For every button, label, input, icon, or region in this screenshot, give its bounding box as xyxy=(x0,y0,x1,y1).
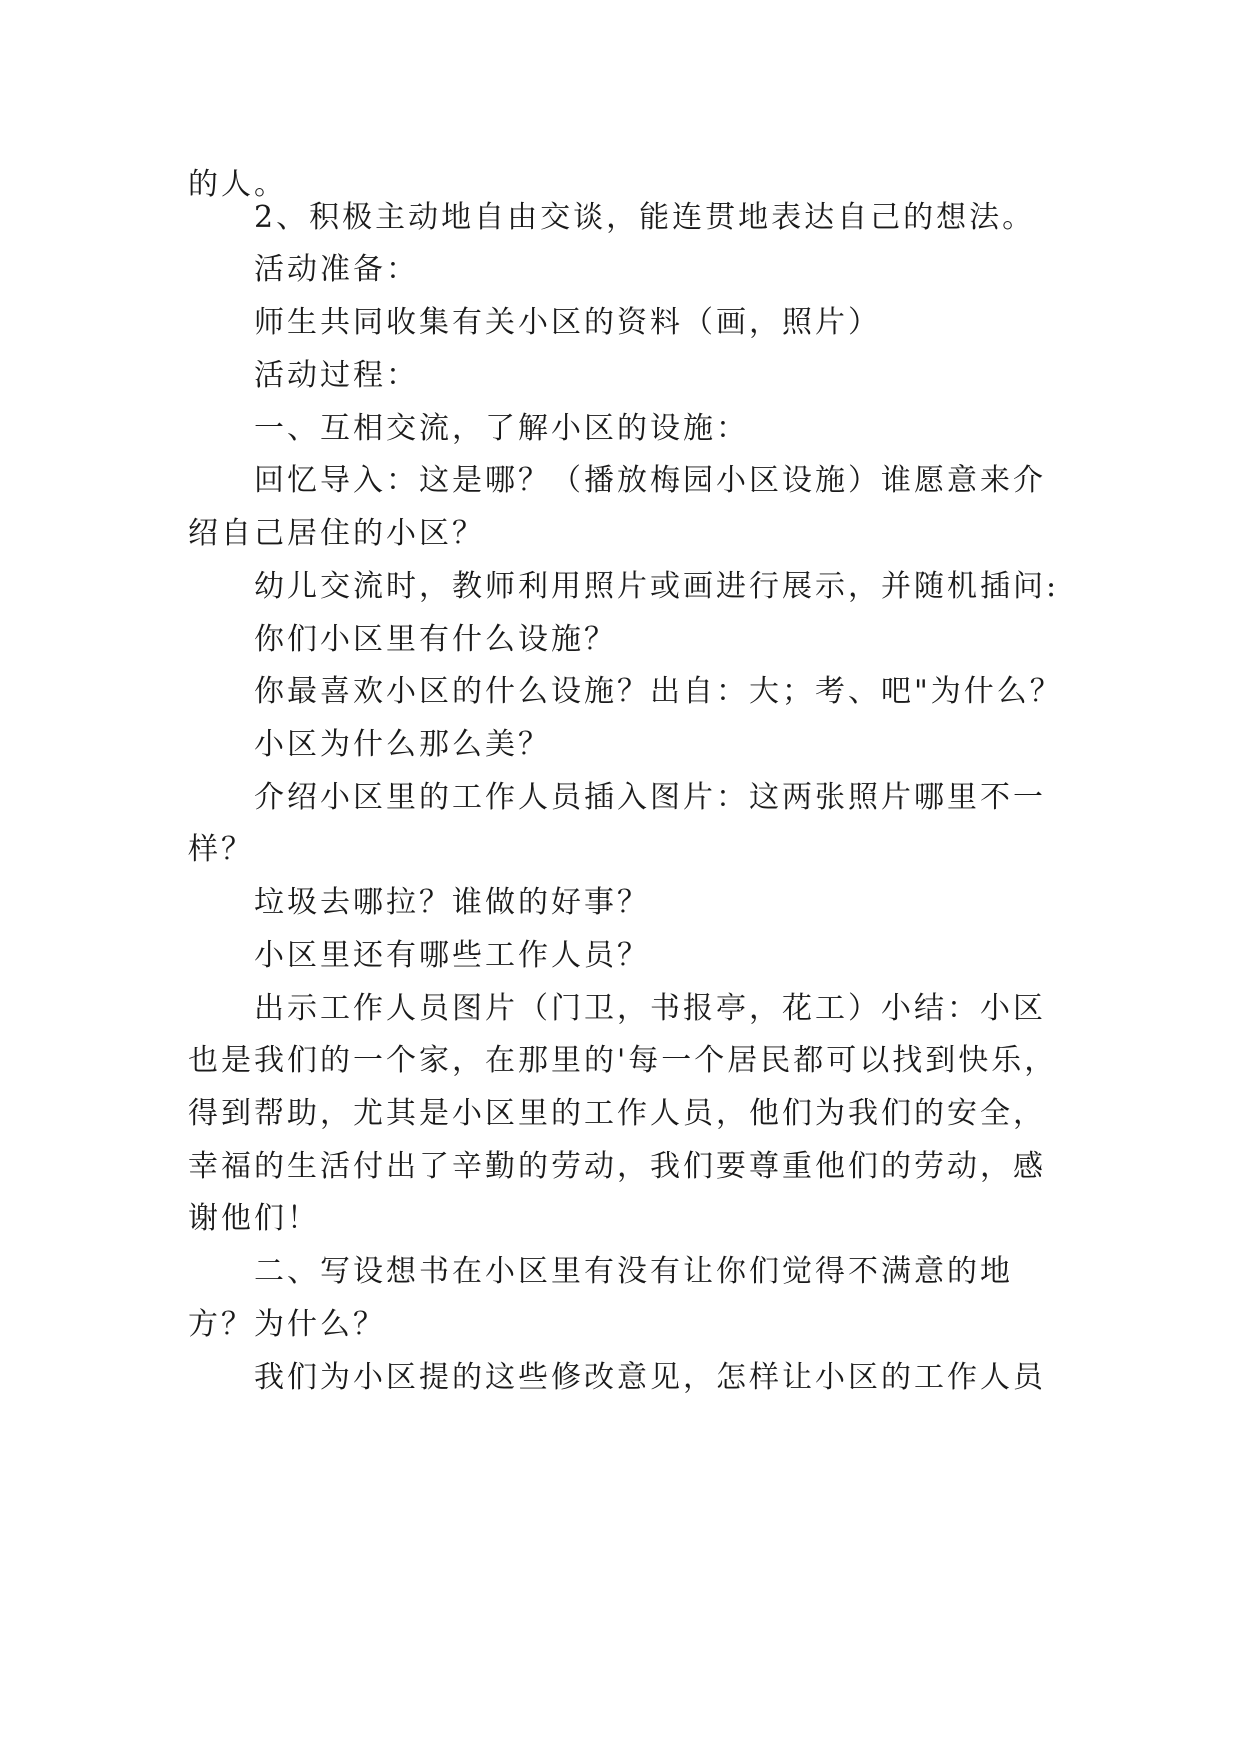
text-line: 样？ xyxy=(188,832,254,867)
text-line: 的人。 xyxy=(188,167,287,202)
text-line: 小区里还有哪些工作人员？ xyxy=(254,938,650,973)
text-line: 你最喜欢小区的什么设施？出自：大；考、吧"为什么？ xyxy=(254,674,1063,709)
text-line: 二、写设想书在小区里有没有让你们觉得不满意的地 xyxy=(254,1254,1013,1289)
text-line: 绍自己居住的小区？ xyxy=(188,516,485,551)
text-line: 介绍小区里的工作人员插入图片：这两张照片哪里不一 xyxy=(254,780,1046,815)
text-line: 出示工作人员图片（门卫，书报亭，花工）小结：小区 xyxy=(254,991,1046,1026)
text-line: 活动准备： xyxy=(254,252,419,287)
text-line: 得到帮助，尤其是小区里的工作人员，他们为我们的安全， xyxy=(188,1096,1046,1131)
text-line: 方？为什么？ xyxy=(188,1307,386,1342)
text-line: 也是我们的一个家，在那里的'每一个居民都可以找到快乐， xyxy=(188,1043,1058,1078)
text-line: 回忆导入：这是哪？（播放梅园小区设施）谁愿意来介 xyxy=(254,463,1046,498)
text-line: 师生共同收集有关小区的资料（画，照片） xyxy=(254,305,881,340)
text-line: 幼儿交流时，教师利用照片或画进行展示，并随机插问: xyxy=(254,569,1060,604)
text-line: 幸福的生活付出了辛勤的劳动，我们要尊重他们的劳动，感 xyxy=(188,1149,1046,1184)
text-line: 你们小区里有什么设施？ xyxy=(254,622,617,657)
text-line: 我们为小区提的这些修改意见，怎样让小区的工作人员 xyxy=(254,1360,1046,1395)
text-line: 垃圾去哪拉？谁做的好事？ xyxy=(254,885,650,920)
text-line: 活动过程： xyxy=(254,358,419,393)
text-line: 一、互相交流，了解小区的设施： xyxy=(254,411,749,446)
text-line: 小区为什么那么美？ xyxy=(254,727,551,762)
text-line: 2、积极主动地自由交谈，能连贯地表达自己的想法。 xyxy=(254,200,1036,235)
text-line: 谢他们！ xyxy=(188,1201,320,1236)
